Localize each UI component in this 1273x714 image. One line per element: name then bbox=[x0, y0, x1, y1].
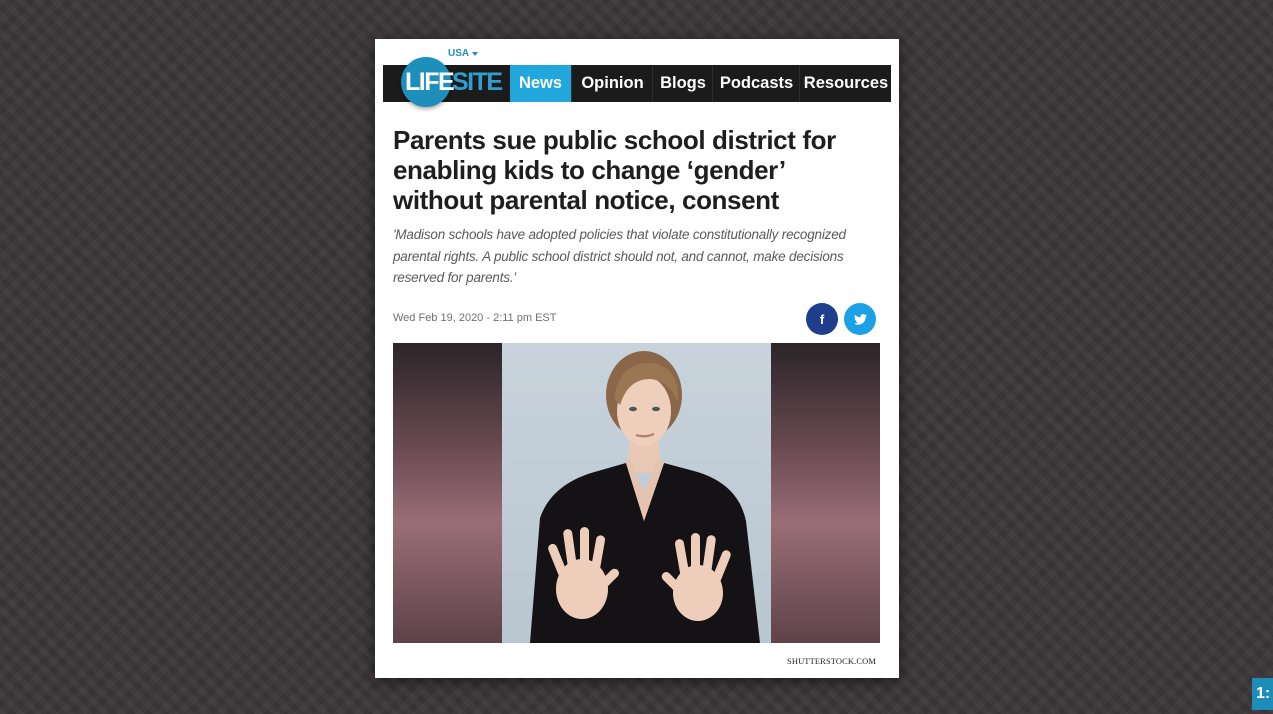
logo-site-text[interactable]: SITE bbox=[452, 68, 502, 96]
nav-opinion[interactable]: Opinion bbox=[571, 65, 653, 102]
article-image bbox=[393, 343, 880, 643]
nav-podcasts[interactable]: Podcasts bbox=[712, 65, 800, 102]
nav-news[interactable]: News bbox=[510, 65, 571, 102]
article-dateline: Wed Feb 19, 2020 - 2:11 pm EST bbox=[393, 312, 557, 324]
region-selector[interactable] bbox=[448, 48, 478, 59]
woman-stop-gesture-illustration bbox=[502, 343, 771, 643]
facebook-share-button[interactable] bbox=[806, 303, 838, 335]
twitter-icon bbox=[854, 314, 867, 325]
corner-badge: 1: bbox=[1252, 678, 1273, 710]
nav-resources[interactable]: Resources bbox=[799, 65, 892, 102]
logo-life-text[interactable]: LIFE bbox=[405, 68, 454, 96]
twitter-share-button[interactable] bbox=[844, 303, 876, 335]
article-dek: 'Madison schools have adopted policies that violate constitutionally recognized parental rights. A public school district should not, and cannot, make decisions reserved for parents.' bbox=[393, 227, 846, 285]
nav-blogs[interactable]: Blogs bbox=[652, 65, 713, 102]
region-label: USA bbox=[448, 48, 470, 59]
image-blur-right bbox=[771, 343, 880, 643]
facebook-icon: f bbox=[819, 311, 825, 327]
caret-down-icon bbox=[472, 52, 478, 56]
image-credit: SHUTTERSTOCK.COM bbox=[787, 656, 877, 666]
image-main bbox=[502, 343, 771, 643]
image-blur-left bbox=[393, 343, 502, 643]
article-headline: Parents sue public school district for enabling kids to change ‘gender’ without parental notice, consent bbox=[393, 125, 836, 215]
